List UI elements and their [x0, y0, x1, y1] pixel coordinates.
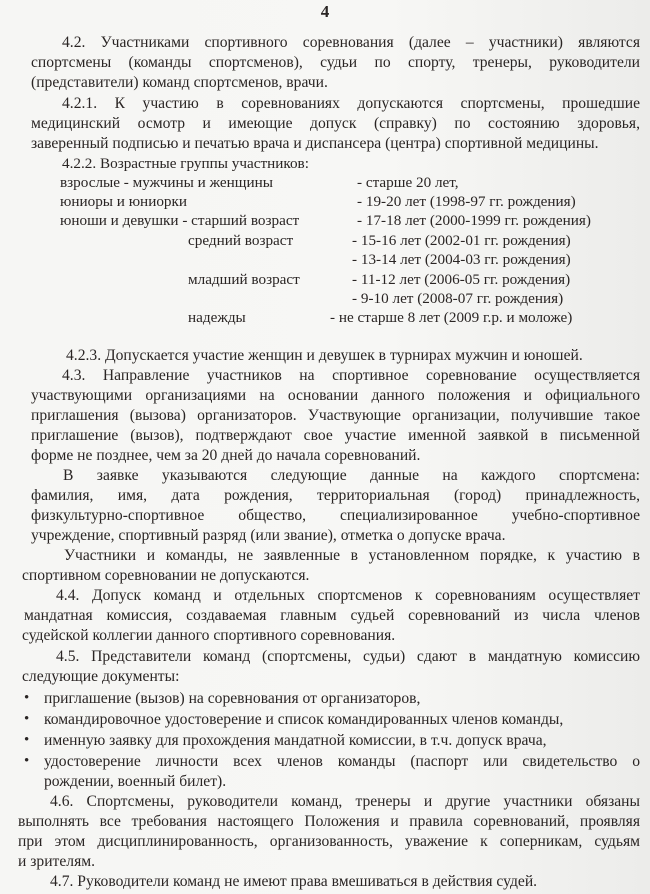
document-list-item: именную заявку для прохождения мандатной комиссии, в т.ч. допуск врача, — [44, 732, 547, 749]
bullet-icon: • — [24, 732, 30, 748]
age-group-label: надежды — [188, 309, 246, 326]
paragraph-4-6-line: выполнять все требования настоящего Положения и правила соревнований, проявляя — [18, 813, 640, 830]
paragraph-4-2-line: 4.2. Участниками спортивного соревнования (далее – участники) являются — [62, 34, 640, 51]
paragraph-4-3-line: 4.3. Направление участников на спортивное соревнование осуществляется — [62, 367, 640, 384]
not-admitted-line: спортивном соревновании не допускаются. — [22, 567, 310, 584]
paragraph-4-4-line: 4.4. Допуск команд и отдельных спортсменов к соревнованиям осуществляет — [56, 587, 640, 604]
age-group-label: юноши и девушки - старший возраст — [60, 212, 300, 229]
age-group-label: взрослые - мужчины и женщины — [60, 174, 273, 191]
application-data-line: фамилия, имя, дата рождения, территориальная (город) принадлежность, — [31, 487, 640, 504]
paragraph-4-3-line: участвующими организациями на основании данного положения и официального — [31, 387, 640, 404]
paragraph-4-3-line: форме не позднее, чем за 20 дней до начала соревнований. — [31, 447, 421, 464]
paragraph-4-2-1-line: медицинский осмотр и имеющие допуск (справку) по состоянию здоровья, — [31, 115, 640, 132]
paragraph-4-6-line: 4.6. Спортсмены, руководители команд, тренеры и другие участники обязаны — [50, 793, 640, 810]
paragraph-4-4-line: мандатная комиссия, создаваемая главным судьей соревнований из числа членов — [24, 607, 640, 624]
age-group-value: - 9-10 лет (2008-07 гг. рождения) — [352, 290, 564, 307]
paragraph-4-5-line: следующие документы: — [22, 668, 180, 685]
page-number: 4 — [320, 2, 330, 21]
paragraph-4-2-line: (представители) команд спортсменов, врачи. — [31, 74, 328, 91]
application-data-line: учреждение, спортивный разряд (или звание), отметка о допуске врача. — [31, 527, 506, 544]
bullet-icon: • — [24, 753, 30, 769]
document-list-item: рождении, военный билет). — [44, 773, 227, 790]
paragraph-4-6-line: при этом дисциплинированность, организованность, уважение к соперникам, судьям — [18, 833, 640, 850]
paragraph-4-5-line: 4.5. Представители команд (спортсмены, судьи) сдают в мандатную комиссию — [56, 648, 640, 665]
age-group-value: - 13-14 лет (2004-03 гг. рождения) — [352, 251, 571, 268]
age-group-value: - 15-16 лет (2002-01 гг. рождения) — [352, 232, 571, 249]
age-groups-heading: 4.2.2. Возрастные группы участников: — [62, 155, 309, 172]
age-group-label: средний возраст — [188, 232, 294, 249]
not-admitted-line: Участники и команды, не заявленные в установленном порядке, к участию в — [64, 547, 640, 564]
paragraph-4-6-line: и зрителям. — [18, 853, 96, 870]
age-group-value: - 17-18 лет (2000-1999 гг. рождения) — [357, 212, 591, 229]
bullet-icon: • — [24, 690, 30, 706]
application-data-line: физкультурно-спортивное общество, специализированное учебно-спортивное — [31, 507, 640, 524]
paragraph-4-3-line: приглашение (вызов), подтверждают свое участие именной заявкой в письменной — [31, 427, 640, 444]
bullet-icon: • — [24, 711, 30, 727]
paragraph-4-2-line: спортсмены (команды спортсменов), судьи по спорту, тренеры, руководители — [31, 54, 640, 71]
document-list-item: приглашение (вызов) на соревнования от организаторов, — [44, 690, 421, 707]
paragraph-4-2-1-line: 4.2.1. К участию в соревнованиях допускаются спортсмены, прошедшие — [62, 95, 640, 112]
age-group-value: - 19-20 лет (1998-97 гг. рождения) — [357, 193, 576, 210]
paragraph-4-4-line: судейской коллегии данного спортивного соревнования. — [22, 627, 396, 644]
paragraph-4-2-3: 4.2.3. Допускается участие женщин и девушек в турнирах мужчин и юношей. — [66, 347, 583, 364]
age-group-value: - 11-12 лет (2006-05 гг. рождения) — [352, 271, 571, 288]
paragraph-4-2-1-line: заверенный подписью и печатью врача и диспансера (центра) спортивной медицины. — [31, 135, 599, 152]
age-group-value: - не старше 8 лет (2009 г.р. и моложе) — [330, 309, 573, 326]
age-group-label: юниоры и юниорки — [60, 193, 188, 210]
age-group-value: - старше 20 лет, — [357, 174, 459, 191]
paragraph-4-3-line: приглашения (вызова) организаторов. Участвующие организации, получившие такое — [31, 407, 640, 424]
age-group-label: младший возраст — [188, 271, 300, 288]
application-data-line: В заявке указываются следующие данные на каждого спортсмена: — [63, 467, 640, 484]
document-list-item: удостоверение личности всех членов команды (паспорт или свидетельство о — [44, 753, 640, 770]
paragraph-4-7: 4.7. Руководители команд не имеют права вмешиваться в действия судей. — [50, 873, 538, 890]
document-list-item: командировочное удостоверение и список командированных членов команды, — [44, 711, 564, 728]
